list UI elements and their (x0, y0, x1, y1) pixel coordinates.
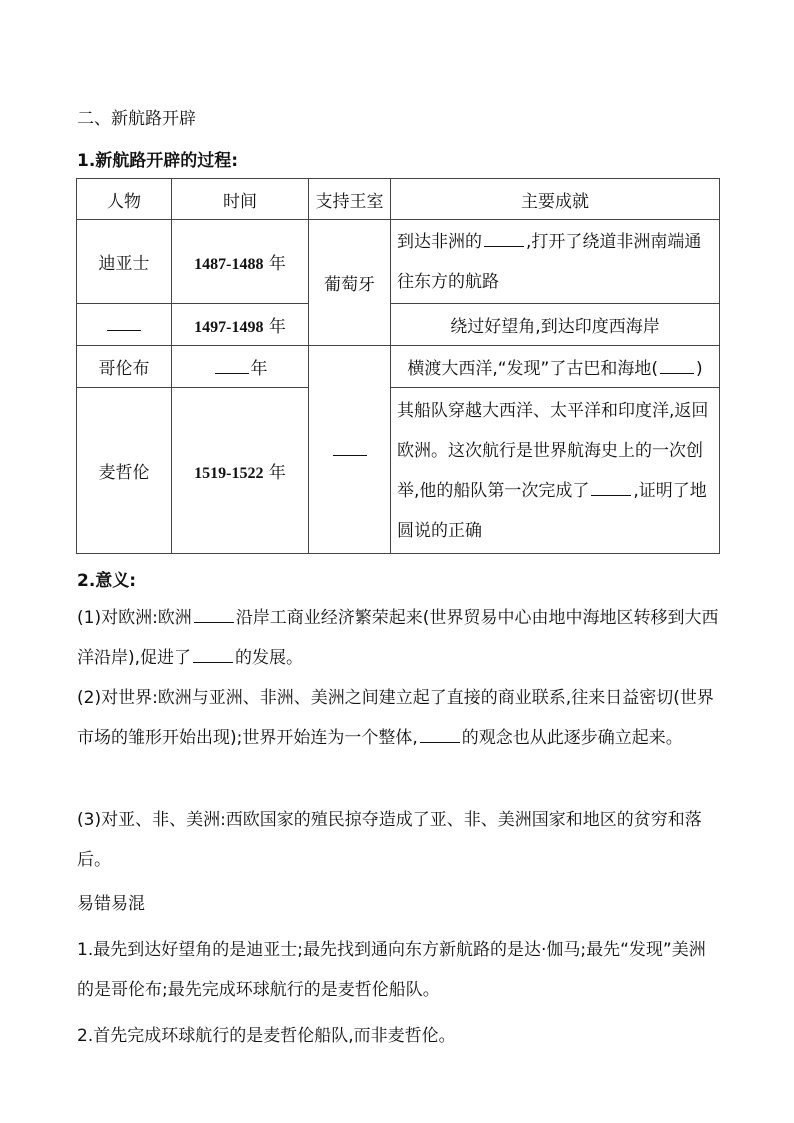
achievement-cell: 其船队穿越大西洋、太平洋和印度洋,返回欧洲。这次航行是世界航海史上的一次创举,他的船队第一次完成了 ,证明了地圆说的正确 (391, 388, 720, 554)
person-cell: 哥伦布 (77, 346, 172, 388)
table-row (77, 304, 720, 346)
note-1: 1.最先到达好望角的是迪亚士;最先找到通向东方新航路的是达·伽马;最先“发现”美洲的是哥伦布;最先完成环球航行的是麦哲伦船队。 (77, 940, 706, 1000)
process-heading: 1.新航路开辟的过程: (77, 151, 239, 171)
table-header-row (77, 179, 720, 220)
table-row (77, 388, 720, 554)
answer-blank (333, 439, 367, 456)
answer-blank (420, 726, 460, 743)
header-achievement: 主要成就 (391, 179, 720, 220)
answer-blank (484, 230, 524, 247)
header-time: 时间 (172, 179, 309, 220)
royal-cell (309, 346, 391, 554)
header-royal: 支持王室 (309, 179, 391, 220)
answer-blank (194, 606, 234, 623)
significance-europe: (1)对欧洲:欧洲 沿岸工商业经济繁荣起来(世界贸易中心由地中海地区转移到大西洋沿岸),促进了 的发展。 (77, 608, 719, 668)
person-cell (77, 304, 172, 346)
time-cell: 1519-1522 年 (172, 388, 309, 554)
table-row (77, 220, 720, 304)
section-title: 二、新航路开辟 (77, 109, 196, 129)
achievement-cell: 横渡大西洋,“发现”了古巴和海地( ) (391, 346, 720, 388)
royal-cell: 葡萄牙 (309, 220, 391, 346)
achievement-cell: 到达非洲的 ,打开了绕道非洲南端通往东方的航路 (391, 220, 720, 304)
time-cell: 年 (172, 346, 309, 388)
answer-blank (591, 479, 631, 496)
answer-blank (107, 314, 141, 331)
person-cell: 迪亚士 (77, 220, 172, 304)
time-cell: 1497-1498 年 (172, 304, 309, 346)
significance-heading: 2.意义: (77, 571, 137, 591)
answer-blank (215, 357, 249, 374)
answer-blank (193, 646, 233, 663)
header-person: 人物 (77, 179, 172, 220)
voyages-table (76, 178, 720, 554)
significance-world: (2)对世界:欧洲与亚洲、非洲、美洲之间建立起了直接的商业联系,往来日益密切(世界市场的雏形开始出现);世界开始连为一个整体, 的观念也从此逐步确立起来。 (77, 688, 714, 748)
significance-colonies: (3)对亚、非、美洲:西欧国家的殖民掠夺造成了亚、非、美洲国家和地区的贫穷和落后。 (77, 810, 702, 870)
answer-blank (660, 357, 694, 374)
time-cell: 1487-1488 年 (172, 220, 309, 304)
table-row (77, 346, 720, 388)
note-2: 2.首先完成环球航行的是麦哲伦船队,而非麦哲伦。 (77, 1026, 456, 1046)
achievement-cell: 绕过好望角,到达印度西海岸 (391, 304, 720, 346)
notes-heading: 易错易混 (77, 894, 145, 914)
person-cell: 麦哲伦 (77, 388, 172, 554)
